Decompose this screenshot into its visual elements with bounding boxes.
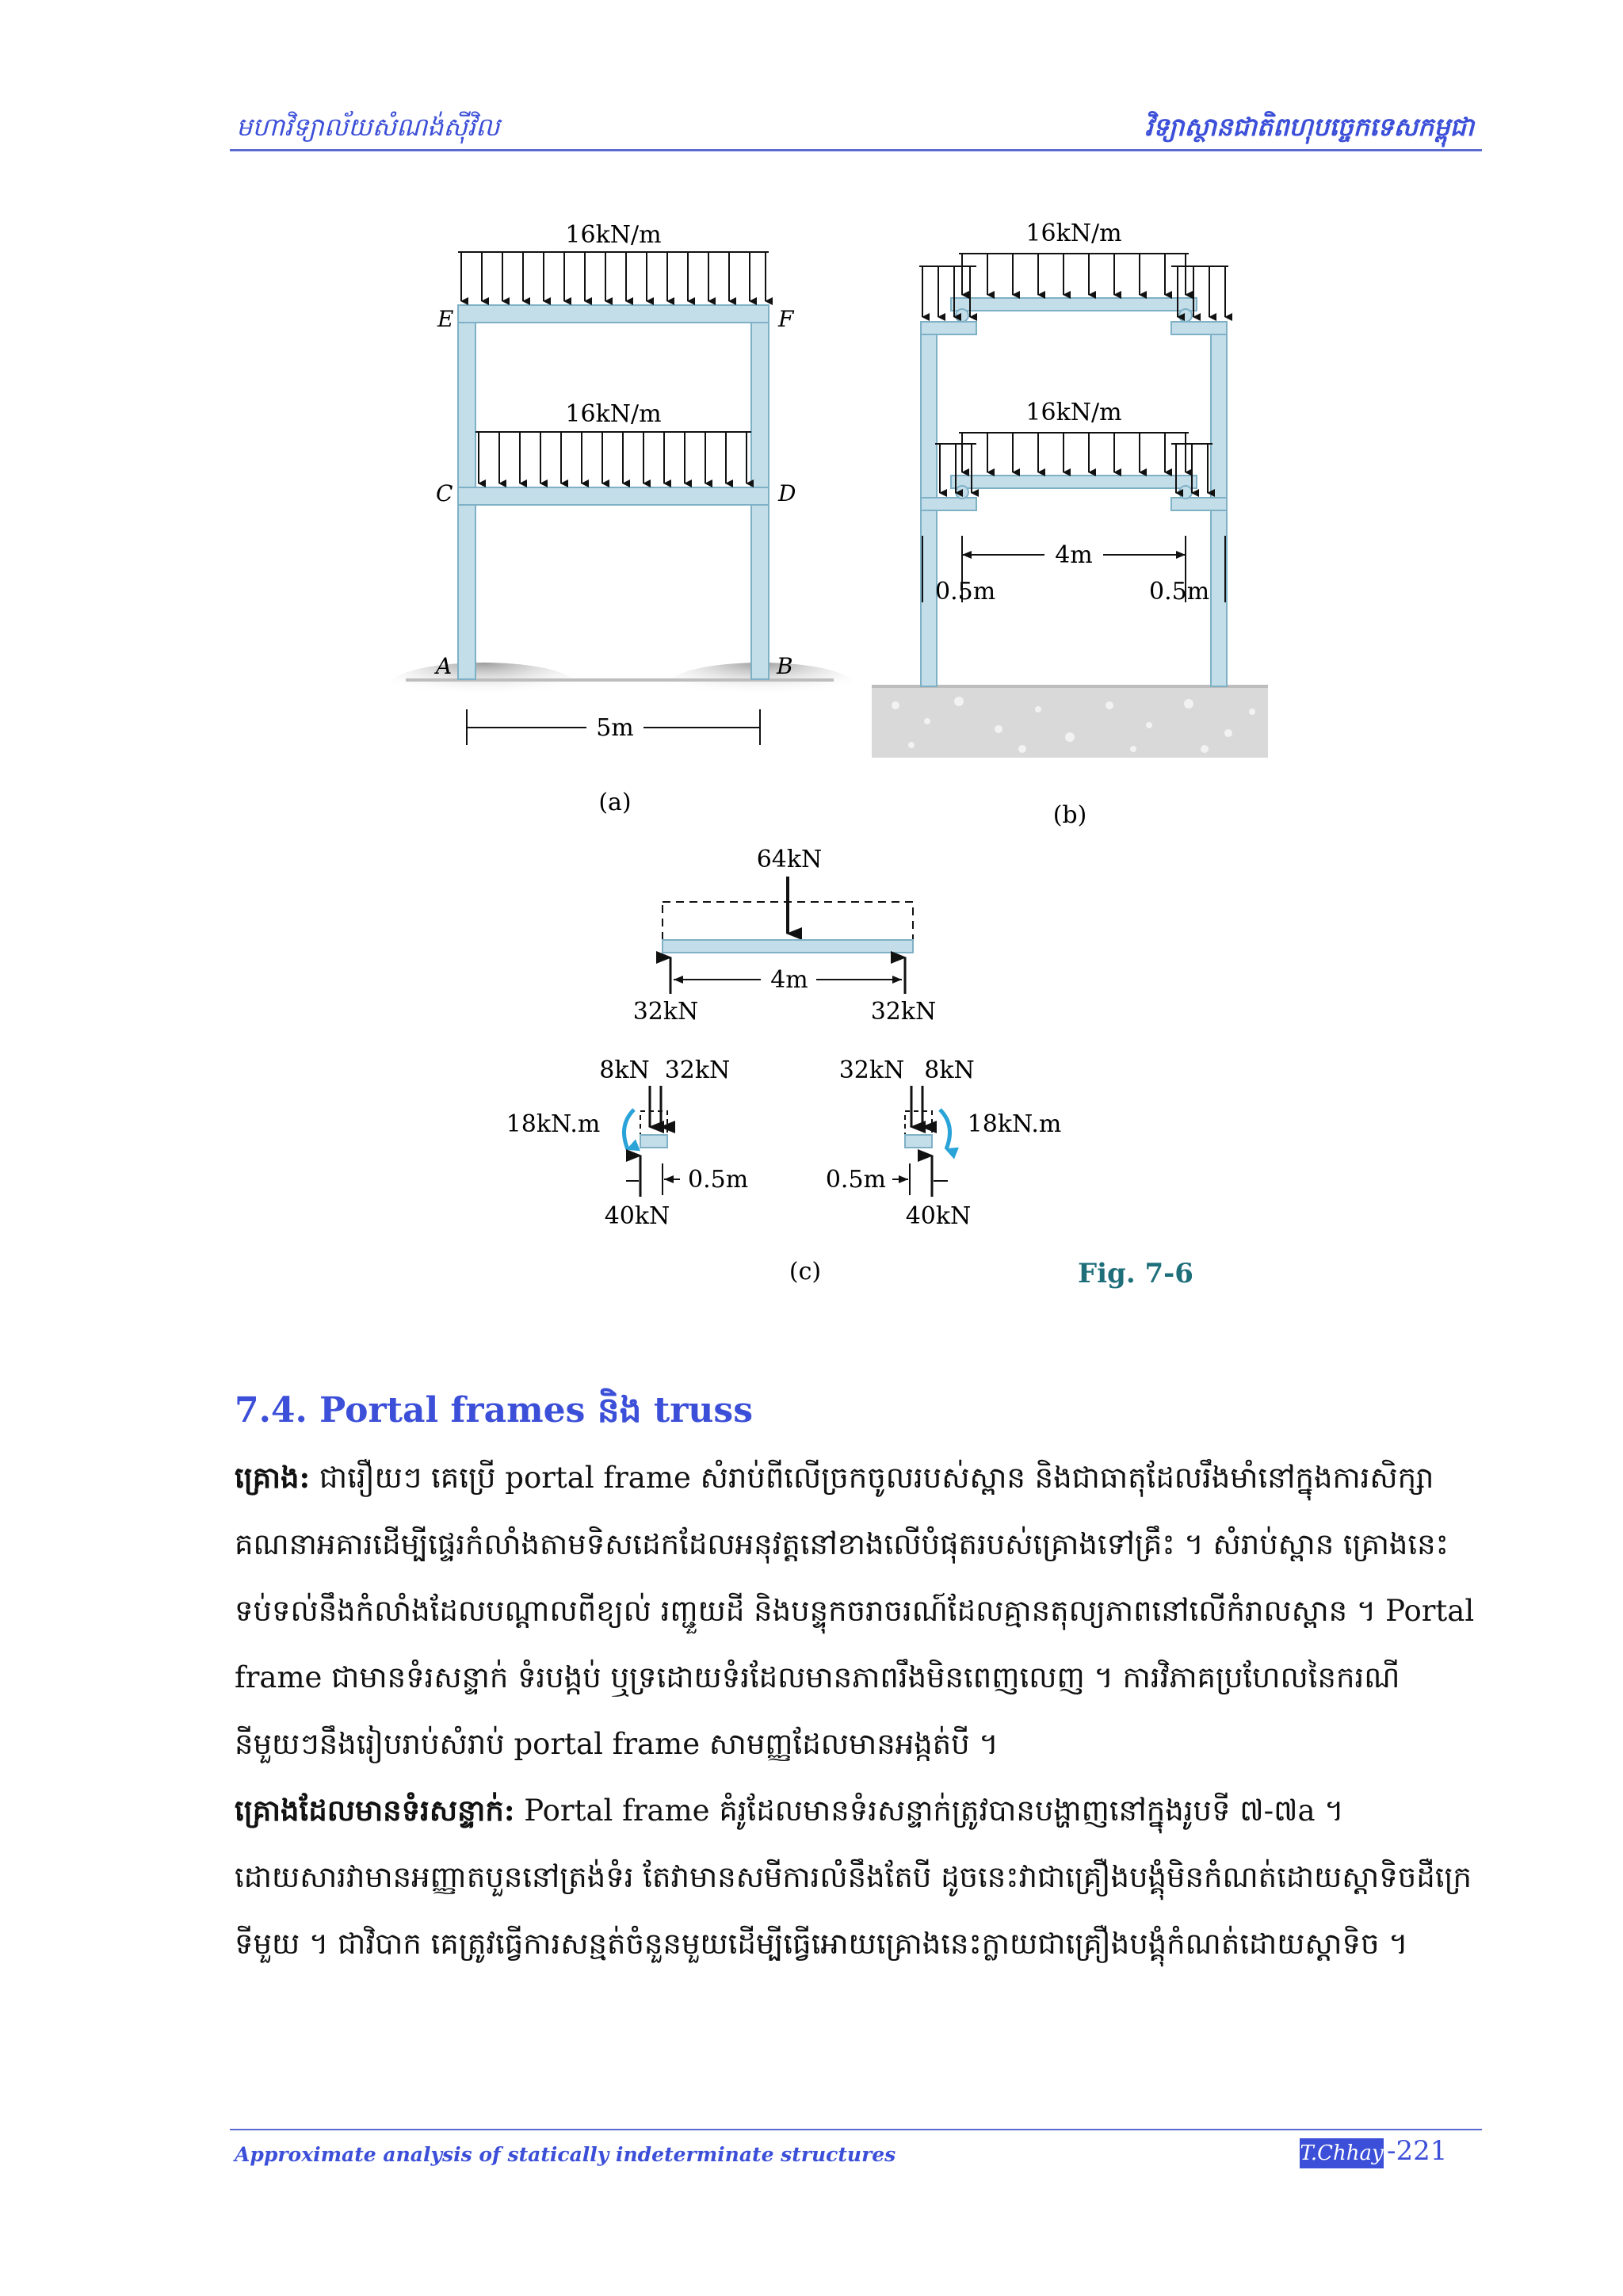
- right-moment-arrow-c: [940, 1110, 950, 1149]
- right-down-large-label-c: 32kN: [838, 1056, 905, 1084]
- load-label-mid-a: 16kN/m: [565, 400, 662, 428]
- paragraph-pin-supported: [235, 1777, 1477, 1977]
- offset-left-label-b: 0.5m: [935, 578, 996, 606]
- span-label-a: 5m: [596, 714, 634, 742]
- panel-b: [872, 220, 1268, 829]
- node-a: A: [436, 653, 453, 679]
- load-label-mid-b: 16kN/m: [1025, 399, 1122, 426]
- distributed-load-mid-a: [475, 432, 751, 483]
- paragraph-pin-supported-lead: គ្រោងដែលមានទំរសន្ទាក់:: [235, 1793, 515, 1828]
- page-number: -221: [1387, 2135, 1448, 2167]
- left-up-label-c: 40kN: [604, 1202, 670, 1230]
- footer-title: Approximate analysis of statically indeterminate structures: [235, 2143, 896, 2166]
- slab-mid-b: [951, 476, 1197, 488]
- paragraph-frames: [235, 1444, 1477, 1778]
- span-label-b: 4m: [1055, 541, 1093, 569]
- ground-a-left: [388, 663, 579, 710]
- paragraph-pin-supported-body: Portal frame គំរូដែលមានទំរសន្ទាក់ត្រូវបានបង្ហាញនៅក្នុងរូបទី ៧-៧a ។ ដោយសារវាមានអញ្ញាតបួននៅត្រង់ទំរ តែវាមានសមីការលំនឹងតែបី ដូចនេះវាជាគ្រឿងបង្គុំមិនកំណត់ដោយស្តាទិចដឺក្រេទីមួយ ។ ជាវិបាក គេត្រូវធ្វើការសន្មត់ចំនួនមួយដើម្បីធ្វើអោយគ្រោងនេះក្លាយជាគ្រឿងបង្គុំកំណត់ដោយស្តាទិច ។: [235, 1794, 1472, 1961]
- beam-mid-a: [458, 487, 769, 505]
- beam-load-label-c: 64kN: [756, 846, 823, 873]
- left-moment-label-c: 18kN.m: [506, 1110, 601, 1138]
- author-badge: T.Chhay: [1300, 2138, 1384, 2168]
- node-d: D: [778, 480, 796, 506]
- right-down-small-label-c: 8kN: [924, 1056, 975, 1084]
- section-title: 7.4. Portal frames និង truss: [235, 1390, 753, 1431]
- caption-c: (c): [789, 1258, 822, 1286]
- paragraph-frames-body: ជារឿយៗ គេប្រើ portal frame សំរាប់ពីលើច្រកចូលរបស់ស្ពាន និងជាធាតុដែលរឹងមាំនៅក្នុងការសិក្សាគណនាអគារដើម្បីផ្ទេរកំលាំងតាមទិសដេកដែលអនុវត្តនៅខាងលើបំផុតរបស់គ្រោងទៅគ្រឹះ ។ សំរាប់ស្ពាន គ្រោងនេះទប់ទល់នឹងកំលាំងដែលបណ្តាលពីខ្យល់ រញ្ជួយដី និងបន្ទុកចរាចរណ៍ដែលគ្មានតុល្យភាពនៅលើកំរាលស្ពាន ។ Portal frame ជាមានទំរសន្ទាក់ ទំរបង្កប់ ឬទ្រដោយទំរដែលមានភាពរឹងមិនពេញលេញ ។ ការវិភាគប្រហែលនៃករណីនីមួយៗនឹងរៀបរាប់សំរាប់ portal frame សាមញ្ញដែលមានអង្កត់បី ។: [235, 1461, 1475, 1761]
- distributed-load-top-a: [458, 252, 769, 301]
- caption-a: (a): [598, 789, 632, 816]
- node-c: C: [436, 480, 453, 506]
- left-dim-label-c: 0.5m: [688, 1166, 749, 1194]
- header-left: មហាវិទ្យាល័យសំណង់ស៊ីវិល: [236, 112, 500, 142]
- panel-a: [388, 221, 856, 816]
- left-corbel-c: [640, 1135, 667, 1148]
- right-corbel-c: [905, 1135, 932, 1148]
- load-label-top-b: 16kN/m: [1025, 220, 1122, 247]
- node-e: E: [437, 306, 454, 332]
- node-b: B: [777, 653, 793, 679]
- beam-span-label-c: 4m: [770, 966, 808, 994]
- left-reaction-label-c: 32kN: [632, 998, 699, 1026]
- right-dim-label-c: 0.5m: [825, 1166, 886, 1194]
- right-reaction-label-c: 32kN: [870, 998, 937, 1026]
- right-moment-label-c: 18kN.m: [967, 1110, 1062, 1138]
- left-down-large-label-c: 32kN: [664, 1056, 731, 1084]
- node-f: F: [778, 306, 794, 332]
- load-label-top-a: 16kN/m: [565, 221, 662, 249]
- footer-rule: [230, 2129, 1482, 2130]
- header-right: វិទ្យាស្ថានជាតិពហុបច្ចេកទេសកម្ពុជា: [1144, 112, 1474, 142]
- left-moment-arrow-c: [624, 1110, 635, 1149]
- beam-c: [663, 940, 913, 953]
- ground-b: [872, 686, 1268, 758]
- offset-right-label-b: 0.5m: [1149, 578, 1210, 606]
- slab-top-b: [951, 298, 1197, 311]
- caption-b: (b): [1052, 801, 1087, 829]
- left-down-small-label-c: 8kN: [599, 1056, 650, 1084]
- right-up-label-c: 40kN: [905, 1202, 972, 1230]
- figure-label: Fig. 7-6: [1078, 1258, 1193, 1289]
- beam-top-a: [458, 305, 769, 323]
- paragraph-frames-lead: គ្រោង:: [235, 1460, 311, 1495]
- panel-c: [506, 846, 1062, 1286]
